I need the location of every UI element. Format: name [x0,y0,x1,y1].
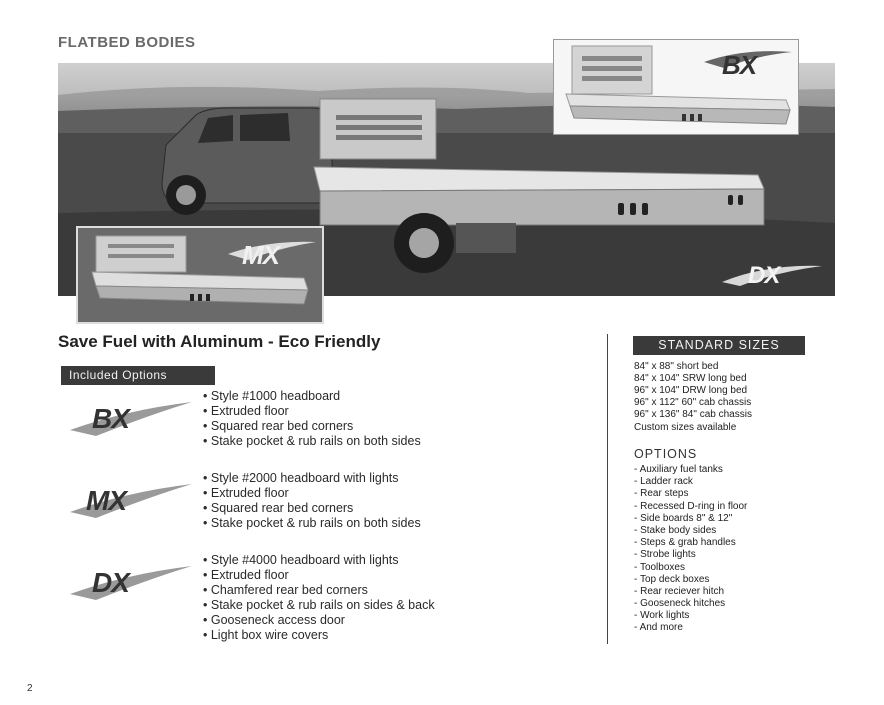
options-heading: OPTIONS [634,447,698,461]
standard-sizes-label: STANDARD SIZES [633,336,805,355]
list-item: 96" x 112" 60" cab chassis [634,397,752,408]
dx-model-logo [66,556,196,602]
dx-logo-text: DX [92,567,129,598]
list-item: • Extruded floor [203,404,421,419]
mx-badge-text: MX [242,240,279,270]
dx-badge-text: DX [748,262,780,289]
list-item: - Top deck boxes [634,574,747,586]
list-item: 84" x 104" SRW long bed [634,373,747,384]
list-item: - Side boards 8" & 12" [634,513,747,525]
mx-logo-text: MX [86,485,126,516]
mx-inset-photo [76,226,324,324]
list-item: - Rear steps [634,488,747,500]
page-number: 2 [27,683,33,694]
list-item: • Style #2000 headboard with lights [203,471,421,486]
list-item: • Stake pocket & rub rails on both sides [203,434,421,449]
list-item: • Chamfered rear bed corners [203,583,435,598]
column-divider [607,334,608,644]
standard-sizes-list [634,361,752,421]
list-item: - And more [634,622,747,634]
list-item: - Recessed D-ring in floor [634,501,747,513]
list-item: • Style #4000 headboard with lights [203,553,435,568]
bx-logo-text: BX [92,403,129,434]
custom-sizes-note: Custom sizes available [634,422,737,433]
mx-model-logo [66,474,196,520]
list-item: - Gooseneck hitches [634,598,747,610]
list-item: 96" x 136" 84" cab chassis [634,409,752,420]
bx-badge-text: BX [722,50,757,80]
list-item: 96" x 104" DRW long bed [634,385,748,396]
options-list [634,464,747,635]
list-item: • Squared rear bed corners [203,419,421,434]
list-item: - Steps & grab handles [634,537,747,549]
list-item: • Style #1000 headboard [203,389,421,404]
section-title: FLATBED BODIES [58,34,196,51]
list-item: • Stake pocket & rub rails on sides & back [203,598,435,613]
list-item: 84" x 88" short bed [634,361,719,372]
list-item: - Strobe lights [634,549,747,561]
bx-flatbed-illustration [554,40,798,134]
list-item: - Stake body sides [634,525,747,537]
mx-flatbed-illustration [78,228,322,322]
list-item: • Squared rear bed corners [203,501,421,516]
list-item: • Gooseneck access door [203,613,435,628]
list-item: • Stake pocket & rub rails on both sides [203,516,421,531]
dx-feature-list [203,553,435,643]
included-options-label: Included Options [61,366,215,385]
list-item: • Extruded floor [203,568,435,583]
list-item: - Rear reciever hitch [634,586,747,598]
bx-inset-photo [553,39,799,135]
headline: Save Fuel with Aluminum - Eco Friendly [58,332,381,351]
dx-badge [716,256,826,290]
list-item: - Ladder rack [634,476,747,488]
list-item: - Work lights [634,610,747,622]
list-item: - Toolboxes [634,562,747,574]
bx-feature-list [203,389,421,449]
bx-model-logo [66,392,196,438]
list-item: - Auxiliary fuel tanks [634,464,747,476]
list-item: • Light box wire covers [203,628,435,643]
mx-feature-list [203,471,421,531]
list-item: • Extruded floor [203,486,421,501]
